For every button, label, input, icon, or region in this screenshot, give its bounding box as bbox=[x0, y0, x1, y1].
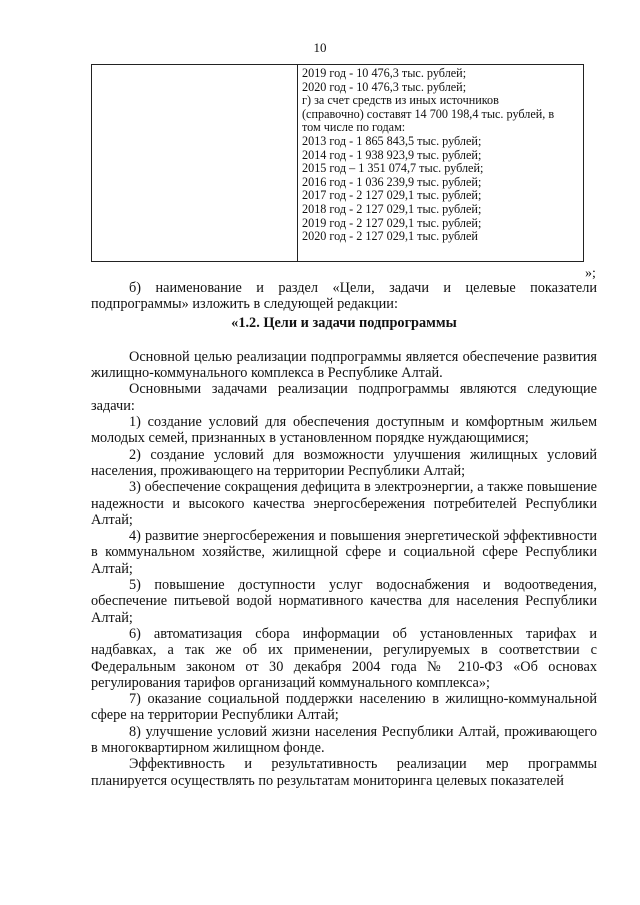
financing-line: том числе по годам: bbox=[302, 120, 406, 135]
goal-paragraph: Основной целью реализации подпрограммы является обеспечение развития жилищно-коммунального комплекса в Республике Алтай. bbox=[91, 348, 597, 382]
financing-line: 2019 год - 2 127 029,1 тыс. рублей; bbox=[302, 215, 482, 230]
financing-line: 2016 год - 1 036 239,9 тыс. рублей; bbox=[302, 174, 482, 189]
task-item: 1) создание условий для обеспечения доступным и комфортным жильем молодых семей, признанных в установленном порядке нуждающимися; bbox=[91, 414, 597, 447]
task-item: 7) оказание социальной поддержки населению в жилищно-коммунальной сфере на территории Республики Алтай; bbox=[91, 691, 597, 724]
financing-line: 2020 год - 2 127 029,1 тыс. рублей bbox=[302, 229, 478, 244]
task-item: 8) улучшение условий жизни населения Республики Алтай, проживающего в многоквартирном жилищном фонде. bbox=[91, 723, 597, 757]
financing-line: г) за счет средств из иных источников bbox=[302, 93, 499, 108]
tasks-intro-paragraph: Основными задачами реализации подпрограммы являются следующие задачи: bbox=[91, 381, 597, 414]
financing-line: 2014 год - 1 938 923,9 тыс. рублей; bbox=[302, 147, 482, 162]
financing-line: 2017 год - 2 127 029,1 тыс. рублей; bbox=[302, 188, 482, 203]
task-item: 3) обеспечение сокращения дефицита в электроэнергии, а также повышение надежности и высокого качества энергосбережения потребителей Республики Алтай; bbox=[91, 479, 597, 528]
financing-table bbox=[91, 64, 584, 262]
financing-line: 2018 год - 2 127 029,1 тыс. рублей; bbox=[302, 201, 482, 216]
financing-line: 2019 год - 10 476,3 тыс. рублей; bbox=[302, 66, 467, 80]
closing-quote: »; bbox=[585, 266, 596, 281]
financing-line: 2013 год - 1 865 843,5 тыс. рублей; bbox=[302, 133, 482, 148]
financing-line: 2020 год - 10 476,3 тыс. рублей; bbox=[302, 79, 467, 94]
financing-line: 2015 год – 1 351 074,7 тыс. рублей; bbox=[302, 161, 484, 176]
closing-paragraph: Эффективность и результативность реализации мер программы планируется осуществлять по результатам мониторинга целевых показателей bbox=[91, 756, 597, 789]
instruction-paragraph: б) наименование и раздел «Цели, задачи и целевые показатели подпрограммы» изложить в следующей редакции: bbox=[91, 280, 597, 313]
financing-line: (справочно) составят 14 700 198,4 тыс. рублей, в bbox=[302, 106, 555, 121]
page-number: 10 bbox=[313, 40, 327, 55]
table-row bbox=[92, 65, 584, 262]
table-cell-financing bbox=[298, 65, 584, 262]
task-item: 2) создание условий для возможности улучшения жилищных условий населения, проживающего на территории Республики Алтай; bbox=[91, 446, 597, 479]
task-item: 5) повышение доступности услуг водоснабжения и водоотведения, обеспечение питьевой водой нормативного качества для населения Республики Алтай; bbox=[91, 577, 597, 626]
table-cell-empty bbox=[92, 65, 298, 262]
document-body bbox=[91, 280, 597, 789]
task-item: 6) автоматизация сбора информации об установленных тарифах и надбавках, а так же об их применении, регулируемых в соответствии с Федеральным законом от 30 декабря 2004 года № 210-ФЗ «Об основах регулирования тарифов организаций коммунального комплекса»; bbox=[91, 625, 597, 691]
task-item: 4) развитие энергосбережения и повышения энергетической эффективности в коммунальном хозяйстве, жилищной сфере и социальной сфере Республики Алтай; bbox=[91, 528, 597, 577]
section-heading: «1.2. Цели и задачи подпрограммы bbox=[231, 314, 457, 331]
